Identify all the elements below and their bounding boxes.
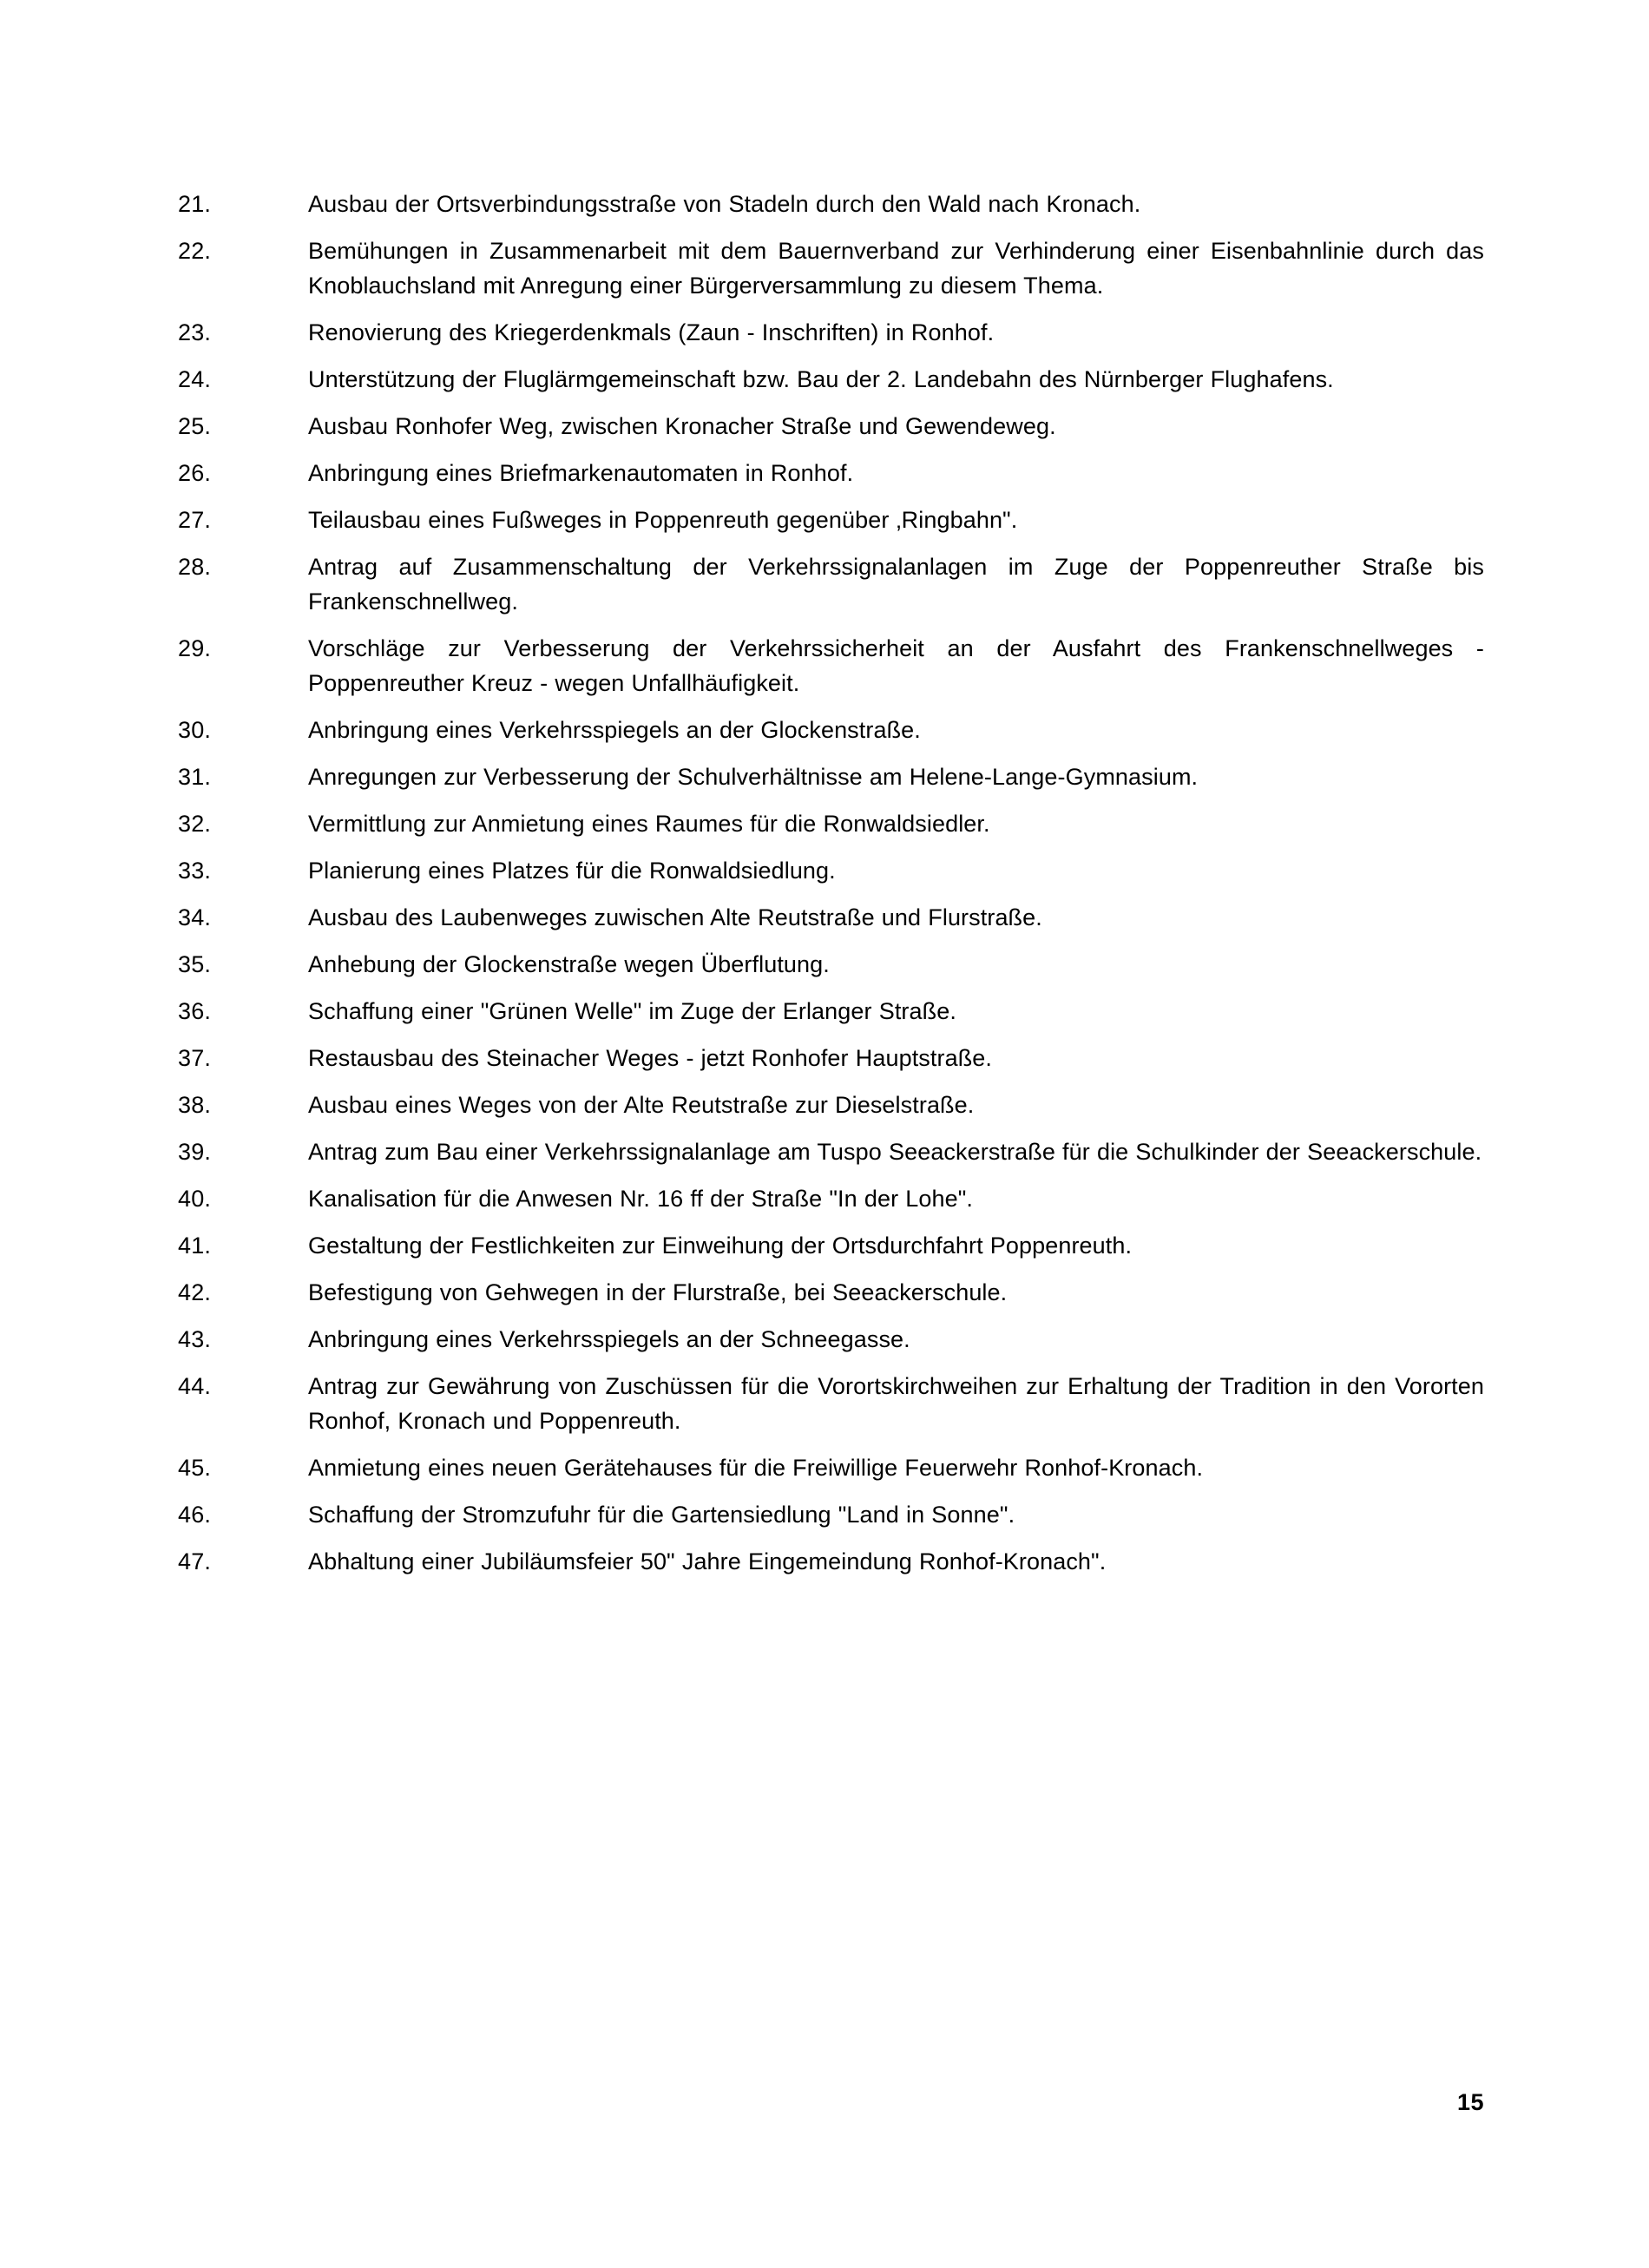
list-item xyxy=(178,409,1484,444)
list-item xyxy=(178,631,1484,700)
list-item-text: Anbringung eines Verkehrsspiegels an der Schneegasse. xyxy=(308,1326,910,1352)
list-item xyxy=(178,187,1484,221)
list-item-number: 37. xyxy=(178,1045,212,1071)
list-item xyxy=(178,1450,1484,1485)
list-item xyxy=(178,994,1484,1029)
list-item-text: Anbringung eines Briefmarkenautomaten in Ronhof. xyxy=(308,460,854,486)
list-item xyxy=(178,759,1484,794)
list-item-number: 29. xyxy=(178,635,212,661)
list-item-text: Anregungen zur Verbesserung der Schulverhältnisse am Helene-Lange-Gymnasium. xyxy=(308,764,1199,790)
list-item xyxy=(178,806,1484,841)
list-item-text: Vorschläge zur Verbesserung der Verkehrssicherheit an der Ausfahrt des Frankenschnellweges - Poppenreuther Kreuz - wegen Unfallhäufigkeit. xyxy=(308,635,1484,696)
list-item-text: Ausbau eines Weges von der Alte Reutstraße zur Dieselstraße. xyxy=(308,1092,975,1118)
list-item-number: 28. xyxy=(178,554,212,580)
list-item-text: Planierung eines Platzes für die Ronwaldsiedlung. xyxy=(308,858,836,884)
list-item-text: Anmietung eines neuen Gerätehauses für die Freiwillige Feuerwehr Ronhof-Kronach. xyxy=(308,1455,1204,1481)
list-item-text: Anbringung eines Verkehrsspiegels an der Glockenstraße. xyxy=(308,717,921,743)
list-item-number: 24. xyxy=(178,366,212,392)
list-item-number: 38. xyxy=(178,1092,212,1118)
list-item-text: Ausbau der Ortsverbindungsstraße von Stadeln durch den Wald nach Kronach. xyxy=(308,191,1141,217)
list-item-text: Renovierung des Kriegerdenkmals (Zaun - Inschriften) in Ronhof. xyxy=(308,319,995,345)
list-item xyxy=(178,1275,1484,1310)
list-item-text: Teilausbau eines Fußweges in Poppenreuth gegenüber ‚Ringbahn". xyxy=(308,507,1018,533)
list-item xyxy=(178,947,1484,982)
list-item xyxy=(178,233,1484,303)
list-item-text: Antrag zum Bau einer Verkehrssignalanlage am Tuspo Seeackerstraße für die Schulkinder der Seeackerschule. xyxy=(308,1139,1482,1165)
list-item-number: 22. xyxy=(178,238,212,264)
list-item xyxy=(178,1041,1484,1075)
list-item xyxy=(178,1497,1484,1532)
list-item-text: Restausbau des Steinacher Weges - jetzt Ronhofer Hauptstraße. xyxy=(308,1045,993,1071)
numbered-list xyxy=(178,187,1484,1591)
list-item-number: 36. xyxy=(178,998,212,1024)
list-item xyxy=(178,1322,1484,1357)
list-item-number: 39. xyxy=(178,1139,212,1165)
list-item-text: Bemühungen in Zusammenarbeit mit dem Bauernverband zur Verhinderung einer Eisenbahnlinie durch das Knoblauchsland mit Anregung einer Bürgerversammlung zu diesem Thema. xyxy=(308,238,1484,299)
list-item-number: 31. xyxy=(178,764,212,790)
list-item xyxy=(178,456,1484,490)
list-item-number: 26. xyxy=(178,460,212,486)
list-item-text: Ausbau Ronhofer Weg, zwischen Kronacher Straße und Gewendeweg. xyxy=(308,413,1056,439)
list-item-text: Vermittlung zur Anmietung eines Raumes für die Ronwaldsiedler. xyxy=(308,811,990,837)
list-item-number: 35. xyxy=(178,951,212,977)
list-item-number: 43. xyxy=(178,1326,212,1352)
list-item-number: 27. xyxy=(178,507,212,533)
list-item-number: 40. xyxy=(178,1186,212,1212)
list-item xyxy=(178,853,1484,888)
list-item xyxy=(178,1228,1484,1263)
list-item xyxy=(178,315,1484,350)
list-item-number: 33. xyxy=(178,858,212,884)
list-item xyxy=(178,1544,1484,1579)
list-item-number: 44. xyxy=(178,1373,212,1399)
list-item xyxy=(178,1134,1484,1169)
list-item-text: Unterstützung der Fluglärmgemeinschaft bzw. Bau der 2. Landebahn des Nürnberger Flughafens. xyxy=(308,366,1334,392)
list-item xyxy=(178,362,1484,397)
list-item-number: 46. xyxy=(178,1502,212,1528)
list-item xyxy=(178,1088,1484,1122)
list-item-text: Gestaltung der Festlichkeiten zur Einweihung der Ortsdurchfahrt Poppenreuth. xyxy=(308,1233,1133,1259)
list-item-text: Befestigung von Gehwegen in der Flurstraße, bei Seeackerschule. xyxy=(308,1279,1008,1305)
page-number: 15 xyxy=(1456,2089,1484,2115)
list-item-text: Anhebung der Glockenstraße wegen Überflutung. xyxy=(308,951,830,977)
list-item xyxy=(178,713,1484,747)
list-item-number: 34. xyxy=(178,904,212,930)
list-item-number: 45. xyxy=(178,1455,212,1481)
list-item-number: 21. xyxy=(178,191,212,217)
list-item-number: 42. xyxy=(178,1279,212,1305)
list-item-number: 23. xyxy=(178,319,212,345)
list-item-number: 32. xyxy=(178,811,212,837)
list-item-text: Schaffung einer "Grünen Welle" im Zuge der Erlanger Straße. xyxy=(308,998,956,1024)
list-item xyxy=(178,1369,1484,1438)
list-item-text: Antrag zur Gewährung von Zuschüssen für die Vorortskirchweihen zur Erhaltung der Tradition in den Vororten Ronhof, Kronach und Poppenreuth. xyxy=(308,1373,1484,1434)
list-item-number: 47. xyxy=(178,1548,212,1574)
list-item-number: 25. xyxy=(178,413,212,439)
list-item xyxy=(178,900,1484,935)
list-item-text: Kanalisation für die Anwesen Nr. 16 ff der Straße "In der Lohe". xyxy=(308,1186,974,1212)
list-item xyxy=(178,1181,1484,1216)
list-item-number: 30. xyxy=(178,717,212,743)
list-item xyxy=(178,503,1484,537)
list-item-number: 41. xyxy=(178,1233,212,1259)
list-item-text: Antrag auf Zusammenschaltung der Verkehrssignalanlagen im Zuge der Poppenreuther Straße bis Frankenschnellweg. xyxy=(308,554,1484,615)
list-item xyxy=(178,549,1484,619)
list-item-text: Schaffung der Stromzufuhr für die Gartensiedlung "Land in Sonne". xyxy=(308,1502,1015,1528)
list-item-text: Ausbau des Laubenweges zuwischen Alte Reutstraße und Flurstraße. xyxy=(308,904,1042,930)
list-item-text: Abhaltung einer Jubiläumsfeier 50" Jahre Eingemeindung Ronhof-Kronach". xyxy=(308,1548,1107,1574)
